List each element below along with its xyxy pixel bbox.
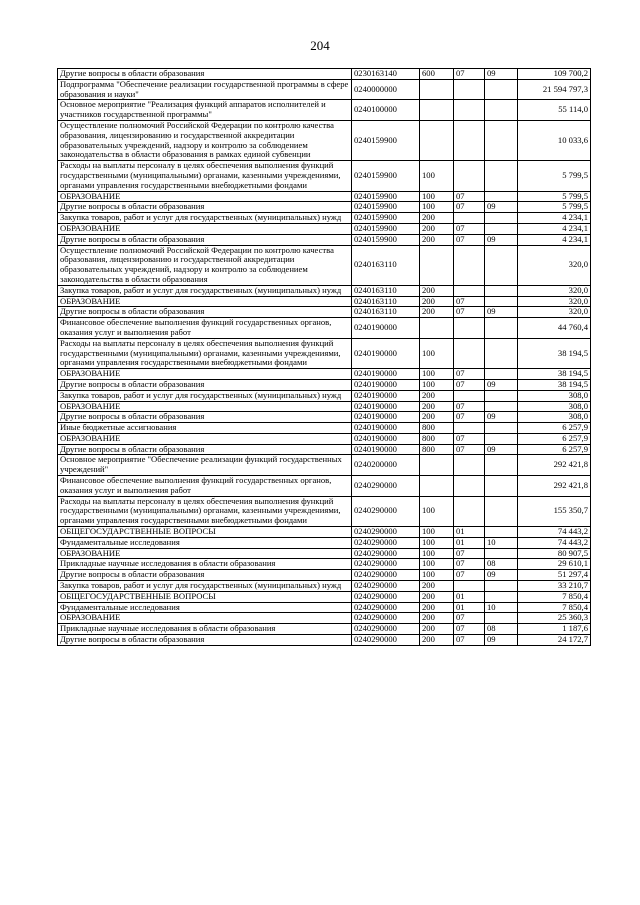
expense-type-cell: 100 (420, 559, 454, 570)
section-cell: 07 (454, 234, 485, 245)
amount-cell: 80 907,5 (518, 548, 591, 559)
row-name-cell: Подпрограмма "Обеспечение реализации государственной программы в сфере образования и науки" (58, 79, 352, 100)
expense-type-cell: 100 (420, 369, 454, 380)
amount-cell: 24 172,7 (518, 635, 591, 646)
section-cell (454, 213, 485, 224)
table-row (58, 69, 591, 80)
expense-type-cell: 100 (420, 338, 454, 368)
amount-cell: 5 799,5 (518, 202, 591, 213)
target-code-cell: 0240159900 (352, 202, 420, 213)
amount-cell: 4 234,1 (518, 223, 591, 234)
subsection-cell: 09 (485, 234, 518, 245)
row-name-cell: Основное мероприятие "Обеспечение реализации функций государственных учреждений" (58, 455, 352, 476)
table-row (58, 559, 591, 570)
subsection-cell (485, 79, 518, 100)
row-name-cell: ОБРАЗОВАНИЕ (58, 369, 352, 380)
section-cell: 07 (454, 613, 485, 624)
target-code-cell: 0240200000 (352, 455, 420, 476)
expense-type-cell: 100 (420, 191, 454, 202)
row-name-cell: ОБЩЕГОСУДАРСТВЕННЫЕ ВОПРОСЫ (58, 591, 352, 602)
section-cell: 07 (454, 69, 485, 80)
subsection-cell (485, 100, 518, 121)
amount-cell: 7 850,4 (518, 602, 591, 613)
row-name-cell: Расходы на выплаты персоналу в целях обеспечения выполнения функций государственными (муниципальными) органами, казенными учреждениями, органами управления государственными внебюджетными фондами (58, 338, 352, 368)
subsection-cell: 08 (485, 559, 518, 570)
expense-type-cell (420, 79, 454, 100)
table-row (58, 476, 591, 497)
table-row (58, 423, 591, 434)
table-row (58, 307, 591, 318)
target-code-cell: 0240163110 (352, 285, 420, 296)
section-cell: 07 (454, 548, 485, 559)
table-row (58, 120, 591, 160)
section-cell: 07 (454, 559, 485, 570)
row-name-cell: ОБРАЗОВАНИЕ (58, 191, 352, 202)
amount-cell: 292 421,8 (518, 455, 591, 476)
amount-cell: 320,0 (518, 296, 591, 307)
expense-type-cell: 200 (420, 401, 454, 412)
subsection-cell (485, 591, 518, 602)
subsection-cell (485, 223, 518, 234)
amount-cell: 10 033,6 (518, 120, 591, 160)
row-name-cell: Основное мероприятие "Реализация функций аппаратов исполнителей и участников государственной программы" (58, 100, 352, 121)
subsection-cell (485, 120, 518, 160)
target-code-cell: 0240159900 (352, 234, 420, 245)
row-name-cell: Другие вопросы в области образования (58, 412, 352, 423)
amount-cell: 320,0 (518, 245, 591, 285)
expense-type-cell: 100 (420, 548, 454, 559)
target-code-cell: 0240290000 (352, 602, 420, 613)
row-name-cell: Закупка товаров, работ и услуг для государственных (муниципальных) нужд (58, 581, 352, 592)
table-row (58, 401, 591, 412)
table-row (58, 79, 591, 100)
subsection-cell: 09 (485, 69, 518, 80)
section-cell (454, 245, 485, 285)
expense-type-cell: 200 (420, 412, 454, 423)
amount-cell: 5 799,5 (518, 161, 591, 191)
amount-cell: 38 194,5 (518, 379, 591, 390)
amount-cell: 320,0 (518, 285, 591, 296)
subsection-cell: 09 (485, 307, 518, 318)
expense-type-cell: 200 (420, 613, 454, 624)
table-row (58, 223, 591, 234)
table-row (58, 602, 591, 613)
amount-cell: 29 610,1 (518, 559, 591, 570)
table-row (58, 390, 591, 401)
expense-type-cell: 100 (420, 202, 454, 213)
section-cell (454, 120, 485, 160)
target-code-cell: 0240290000 (352, 476, 420, 497)
subsection-cell (485, 496, 518, 526)
expense-type-cell: 200 (420, 296, 454, 307)
budget-table-body (58, 69, 591, 646)
row-name-cell: Расходы на выплаты персоналу в целях обеспечения выполнения функций государственными (муниципальными) органами, казенными учреждениями, органами управления государственными внебюджетными фондами (58, 161, 352, 191)
amount-cell: 109 700,2 (518, 69, 591, 80)
target-code-cell: 0240159900 (352, 161, 420, 191)
subsection-cell (485, 455, 518, 476)
subsection-cell: 09 (485, 570, 518, 581)
subsection-cell (485, 161, 518, 191)
expense-type-cell: 200 (420, 390, 454, 401)
row-name-cell: Фундаментальные исследования (58, 537, 352, 548)
table-row (58, 635, 591, 646)
amount-cell: 5 799,5 (518, 191, 591, 202)
section-cell (454, 581, 485, 592)
subsection-cell (485, 390, 518, 401)
expense-type-cell (420, 476, 454, 497)
row-name-cell: Осуществление полномочий Российской Федерации по контролю качества образования, лицензированию и государственной аккредитации образовательных учреждений, надзору и контролю за соблюдением законодательства в области образования в рамках единой субвенции (58, 120, 352, 160)
target-code-cell: 0240290000 (352, 548, 420, 559)
row-name-cell: Другие вопросы в области образования (58, 69, 352, 80)
table-row (58, 234, 591, 245)
expense-type-cell: 100 (420, 379, 454, 390)
target-code-cell: 0240159900 (352, 213, 420, 224)
expense-type-cell: 800 (420, 444, 454, 455)
table-row (58, 338, 591, 368)
subsection-cell: 10 (485, 537, 518, 548)
expense-type-cell (420, 100, 454, 121)
expense-type-cell: 100 (420, 570, 454, 581)
amount-cell: 33 210,7 (518, 581, 591, 592)
row-name-cell: Другие вопросы в области образования (58, 202, 352, 213)
section-cell (454, 390, 485, 401)
subsection-cell (485, 476, 518, 497)
amount-cell: 308,0 (518, 412, 591, 423)
expense-type-cell: 200 (420, 285, 454, 296)
target-code-cell: 0240290000 (352, 559, 420, 570)
row-name-cell: Закупка товаров, работ и услуг для государственных (муниципальных) нужд (58, 285, 352, 296)
amount-cell: 1 187,6 (518, 624, 591, 635)
amount-cell: 25 360,3 (518, 613, 591, 624)
subsection-cell (485, 527, 518, 538)
section-cell (454, 338, 485, 368)
target-code-cell: 0240000000 (352, 79, 420, 100)
target-code-cell: 0240190000 (352, 318, 420, 339)
row-name-cell: Закупка товаров, работ и услуг для государственных (муниципальных) нужд (58, 213, 352, 224)
subsection-cell (485, 433, 518, 444)
row-name-cell: Расходы на выплаты персоналу в целях обеспечения выполнения функций государственными (муниципальными) органами, казенными учреждениями, органами управления государственными внебюджетными фондами (58, 496, 352, 526)
target-code-cell: 0240163110 (352, 307, 420, 318)
target-code-cell: 0240159900 (352, 120, 420, 160)
subsection-cell (485, 285, 518, 296)
section-cell: 07 (454, 223, 485, 234)
section-cell: 01 (454, 527, 485, 538)
row-name-cell: Другие вопросы в области образования (58, 307, 352, 318)
target-code-cell: 0240290000 (352, 496, 420, 526)
row-name-cell: Закупка товаров, работ и услуг для государственных (муниципальных) нужд (58, 390, 352, 401)
table-row (58, 100, 591, 121)
subsection-cell: 08 (485, 624, 518, 635)
target-code-cell: 0240163110 (352, 296, 420, 307)
amount-cell: 38 194,5 (518, 369, 591, 380)
subsection-cell: 09 (485, 635, 518, 646)
amount-cell: 6 257,9 (518, 433, 591, 444)
subsection-cell (485, 296, 518, 307)
table-row (58, 296, 591, 307)
target-code-cell: 0240190000 (352, 401, 420, 412)
section-cell (454, 318, 485, 339)
subsection-cell (485, 338, 518, 368)
row-name-cell: Прикладные научные исследования в области образования (58, 624, 352, 635)
target-code-cell: 0230163140 (352, 69, 420, 80)
table-row (58, 213, 591, 224)
target-code-cell: 0240100000 (352, 100, 420, 121)
target-code-cell: 0240159900 (352, 223, 420, 234)
subsection-cell (485, 191, 518, 202)
subsection-cell: 10 (485, 602, 518, 613)
amount-cell: 320,0 (518, 307, 591, 318)
expense-type-cell: 100 (420, 527, 454, 538)
amount-cell: 21 594 797,3 (518, 79, 591, 100)
table-row (58, 191, 591, 202)
row-name-cell: ОБРАЗОВАНИЕ (58, 433, 352, 444)
amount-cell: 4 234,1 (518, 234, 591, 245)
amount-cell: 44 760,4 (518, 318, 591, 339)
table-row (58, 412, 591, 423)
section-cell: 07 (454, 296, 485, 307)
subsection-cell: 09 (485, 444, 518, 455)
amount-cell: 74 443,2 (518, 537, 591, 548)
expense-type-cell: 100 (420, 161, 454, 191)
row-name-cell: Финансовое обеспечение выполнения функций государственных органов, оказания услуг и выполнения работ (58, 476, 352, 497)
expense-type-cell: 100 (420, 537, 454, 548)
page-number: 204 (310, 38, 330, 53)
target-code-cell: 0240190000 (352, 444, 420, 455)
expense-type-cell (420, 455, 454, 476)
table-row (58, 496, 591, 526)
table-row (58, 570, 591, 581)
row-name-cell: ОБРАЗОВАНИЕ (58, 548, 352, 559)
subsection-cell: 09 (485, 202, 518, 213)
expense-type-cell (420, 245, 454, 285)
target-code-cell: 0240290000 (352, 537, 420, 548)
target-code-cell: 0240190000 (352, 379, 420, 390)
expense-type-cell: 200 (420, 635, 454, 646)
subsection-cell: 09 (485, 412, 518, 423)
row-name-cell: Другие вопросы в области образования (58, 570, 352, 581)
target-code-cell: 0240290000 (352, 613, 420, 624)
section-cell (454, 100, 485, 121)
row-name-cell: Финансовое обеспечение выполнения функций государственных органов, оказания услуг и выполнения работ (58, 318, 352, 339)
row-name-cell: ОБРАЗОВАНИЕ (58, 296, 352, 307)
section-cell: 01 (454, 602, 485, 613)
table-row (58, 369, 591, 380)
amount-cell: 6 257,9 (518, 423, 591, 434)
expense-type-cell: 200 (420, 223, 454, 234)
subsection-cell (485, 423, 518, 434)
target-code-cell: 0240290000 (352, 570, 420, 581)
row-name-cell: Прикладные научные исследования в области образования (58, 559, 352, 570)
amount-cell: 6 257,9 (518, 444, 591, 455)
expense-type-cell: 800 (420, 423, 454, 434)
target-code-cell: 0240190000 (352, 390, 420, 401)
expense-type-cell: 600 (420, 69, 454, 80)
section-cell: 07 (454, 570, 485, 581)
expense-type-cell: 200 (420, 602, 454, 613)
table-row (58, 318, 591, 339)
row-name-cell: Другие вопросы в области образования (58, 444, 352, 455)
target-code-cell: 0240190000 (352, 412, 420, 423)
section-cell: 07 (454, 401, 485, 412)
amount-cell: 4 234,1 (518, 213, 591, 224)
amount-cell: 308,0 (518, 401, 591, 412)
target-code-cell: 0240190000 (352, 338, 420, 368)
table-row (58, 285, 591, 296)
target-code-cell: 0240159900 (352, 191, 420, 202)
row-name-cell: Другие вопросы в области образования (58, 379, 352, 390)
section-cell: 01 (454, 537, 485, 548)
expense-type-cell: 800 (420, 433, 454, 444)
table-row (58, 379, 591, 390)
expense-type-cell: 200 (420, 307, 454, 318)
target-code-cell: 0240290000 (352, 527, 420, 538)
row-name-cell: Другие вопросы в области образования (58, 234, 352, 245)
amount-cell: 74 443,2 (518, 527, 591, 538)
row-name-cell: ОБРАЗОВАНИЕ (58, 223, 352, 234)
table-row (58, 527, 591, 538)
amount-cell: 38 194,5 (518, 338, 591, 368)
table-row (58, 161, 591, 191)
table-row (58, 581, 591, 592)
expense-type-cell: 200 (420, 234, 454, 245)
table-row (58, 537, 591, 548)
table-row (58, 444, 591, 455)
table-row (58, 245, 591, 285)
target-code-cell: 0240163110 (352, 245, 420, 285)
section-cell (454, 161, 485, 191)
amount-cell: 155 350,7 (518, 496, 591, 526)
row-name-cell: Другие вопросы в области образования (58, 635, 352, 646)
table-row (58, 624, 591, 635)
table-row (58, 433, 591, 444)
subsection-cell (485, 369, 518, 380)
row-name-cell: Осуществление полномочий Российской Федерации по контролю качества образования, лицензированию и государственной аккредитации образовательных учреждений, надзору и контролю за соблюдением законодательства в области образования (58, 245, 352, 285)
section-cell (454, 79, 485, 100)
section-cell: 07 (454, 379, 485, 390)
table-row (58, 591, 591, 602)
section-cell: 07 (454, 412, 485, 423)
section-cell: 07 (454, 202, 485, 213)
amount-cell: 51 297,4 (518, 570, 591, 581)
section-cell: 01 (454, 591, 485, 602)
table-row (58, 455, 591, 476)
section-cell: 07 (454, 191, 485, 202)
expense-type-cell: 200 (420, 624, 454, 635)
subsection-cell (485, 581, 518, 592)
section-cell: 07 (454, 369, 485, 380)
row-name-cell: ОБРАЗОВАНИЕ (58, 401, 352, 412)
table-row (58, 202, 591, 213)
section-cell (454, 455, 485, 476)
section-cell: 07 (454, 444, 485, 455)
target-code-cell: 0240290000 (352, 591, 420, 602)
table-row (58, 548, 591, 559)
expense-type-cell: 200 (420, 591, 454, 602)
row-name-cell: Иные бюджетные ассигнования (58, 423, 352, 434)
subsection-cell: 09 (485, 379, 518, 390)
subsection-cell (485, 245, 518, 285)
section-cell (454, 476, 485, 497)
subsection-cell (485, 548, 518, 559)
table-row (58, 613, 591, 624)
section-cell (454, 423, 485, 434)
section-cell (454, 285, 485, 296)
target-code-cell: 0240190000 (352, 423, 420, 434)
expense-type-cell: 200 (420, 581, 454, 592)
target-code-cell: 0240190000 (352, 433, 420, 444)
target-code-cell: 0240290000 (352, 624, 420, 635)
subsection-cell (485, 318, 518, 339)
section-cell (454, 496, 485, 526)
target-code-cell: 0240190000 (352, 369, 420, 380)
amount-cell: 7 850,4 (518, 591, 591, 602)
section-cell: 07 (454, 624, 485, 635)
amount-cell: 292 421,8 (518, 476, 591, 497)
expense-type-cell: 100 (420, 496, 454, 526)
target-code-cell: 0240290000 (352, 581, 420, 592)
expense-type-cell (420, 120, 454, 160)
subsection-cell (485, 613, 518, 624)
amount-cell: 55 114,0 (518, 100, 591, 121)
row-name-cell: ОБРАЗОВАНИЕ (58, 613, 352, 624)
row-name-cell: Фундаментальные исследования (58, 602, 352, 613)
expense-type-cell (420, 318, 454, 339)
section-cell: 07 (454, 433, 485, 444)
subsection-cell (485, 213, 518, 224)
section-cell: 07 (454, 307, 485, 318)
subsection-cell (485, 401, 518, 412)
budget-table (57, 68, 591, 646)
row-name-cell: ОБЩЕГОСУДАРСТВЕННЫЕ ВОПРОСЫ (58, 527, 352, 538)
section-cell: 07 (454, 635, 485, 646)
amount-cell: 308,0 (518, 390, 591, 401)
expense-type-cell: 200 (420, 213, 454, 224)
target-code-cell: 0240290000 (352, 635, 420, 646)
